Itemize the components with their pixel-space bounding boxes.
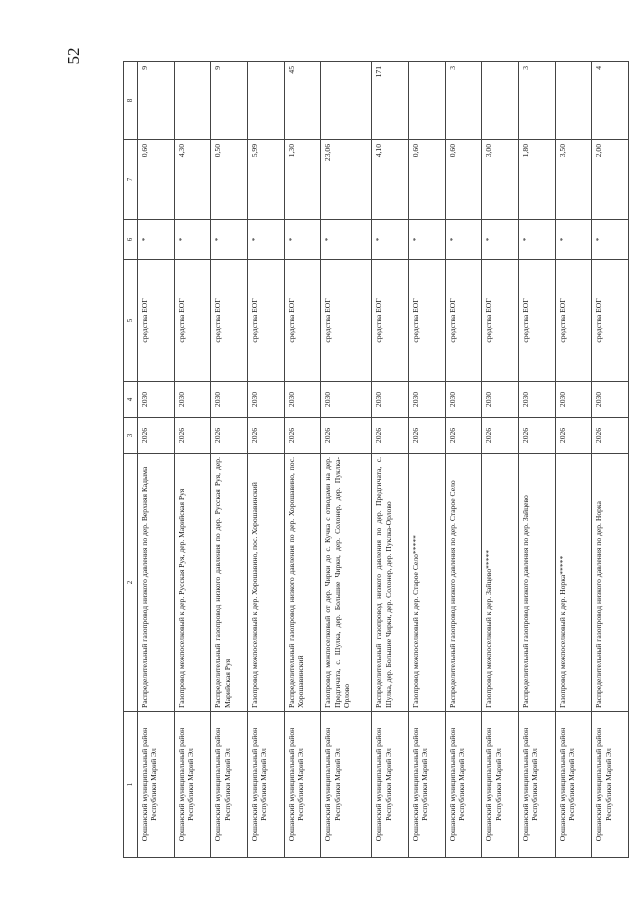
marker-cell: * [211, 220, 248, 260]
households-cell: 9 [138, 62, 175, 140]
end-year-cell: 2030 [445, 382, 482, 418]
region-cell: Оршанский муниципальный район Республики Марий Эл [592, 712, 629, 858]
funding-source-cell: средства ЕОГ [211, 260, 248, 382]
funding-source-cell: средства ЕОГ [482, 260, 519, 382]
header-row [124, 62, 138, 858]
households-cell: 171 [372, 62, 409, 140]
start-year-cell: 2026 [409, 418, 446, 454]
object-cell: Распределительный газопровод низкого давления по дер. Зайцево [518, 454, 555, 712]
region-cell: Оршанский муниципальный район Республики Марий Эл [138, 712, 175, 858]
end-year-cell: 2030 [482, 382, 519, 418]
column-header: 8 [124, 62, 138, 140]
region-cell: Оршанский муниципальный район Республики Марий Эл [321, 712, 372, 858]
end-year-cell: 2030 [409, 382, 446, 418]
end-year-cell: 2030 [518, 382, 555, 418]
column-header: 2 [124, 454, 138, 712]
table-row [409, 62, 446, 858]
region-cell: Оршанский муниципальный район Республики Марий Эл [174, 712, 211, 858]
length-km-cell: 1,30 [284, 140, 321, 220]
region-cell: Оршанский муниципальный район Республики Марий Эл [482, 712, 519, 858]
end-year-cell: 2030 [555, 382, 592, 418]
object-cell: Распределительный газопровод низкого давления по дер. Русская Руя, дер. Марийская Руя [211, 454, 248, 712]
region-cell: Оршанский муниципальный район Республики Марий Эл [518, 712, 555, 858]
column-header: 4 [124, 382, 138, 418]
start-year-cell: 2026 [138, 418, 175, 454]
table-row [482, 62, 519, 858]
table-row [284, 62, 321, 858]
marker-cell: * [138, 220, 175, 260]
column-header: 6 [124, 220, 138, 260]
start-year-cell: 2026 [211, 418, 248, 454]
start-year-cell: 2026 [555, 418, 592, 454]
end-year-cell: 2030 [592, 382, 629, 418]
length-km-cell: 0,50 [211, 140, 248, 220]
start-year-cell: 2026 [445, 418, 482, 454]
length-km-cell: 3,50 [555, 140, 592, 220]
region-cell: Оршанский муниципальный район Республики Марий Эл [284, 712, 321, 858]
marker-cell: * [482, 220, 519, 260]
length-km-cell: 23,06 [321, 140, 372, 220]
households-cell: 3 [518, 62, 555, 140]
object-cell: Распределительный газопровод низкого давления по дер. Старое Село [445, 454, 482, 712]
table-container [123, 62, 629, 858]
table-row [174, 62, 211, 858]
end-year-cell: 2030 [284, 382, 321, 418]
marker-cell: * [372, 220, 409, 260]
funding-source-cell: средства ЕОГ [284, 260, 321, 382]
funding-source-cell: средства ЕОГ [518, 260, 555, 382]
gas-pipeline-table [123, 61, 629, 858]
object-cell: Распределительный газопровод низкого давления по дер. Хорошавино, пос. Хорошавинский [284, 454, 321, 712]
funding-source-cell: средства ЕОГ [409, 260, 446, 382]
households-cell: 9 [211, 62, 248, 140]
table-row [592, 62, 629, 858]
length-km-cell: 0,60 [409, 140, 446, 220]
start-year-cell: 2026 [482, 418, 519, 454]
start-year-cell: 2026 [247, 418, 284, 454]
length-km-cell: 1,80 [518, 140, 555, 220]
marker-cell: * [518, 220, 555, 260]
marker-cell: * [321, 220, 372, 260]
households-cell [174, 62, 211, 140]
region-cell: Оршанский муниципальный район Республики Марий Эл [409, 712, 446, 858]
column-header: 1 [124, 712, 138, 858]
households-cell [555, 62, 592, 140]
households-cell: 45 [284, 62, 321, 140]
object-cell: Газопровод межпоселковый к дер. Русская Руя, дер. Марийская Руя [174, 454, 211, 712]
object-cell: Распределительный газопровод низкого давления по дер. Норка [592, 454, 629, 712]
funding-source-cell: средства ЕОГ [321, 260, 372, 382]
funding-source-cell: средства ЕОГ [445, 260, 482, 382]
length-km-cell: 3,00 [482, 140, 519, 220]
marker-cell: * [284, 220, 321, 260]
end-year-cell: 2030 [247, 382, 284, 418]
column-header: 3 [124, 418, 138, 454]
marker-cell: * [555, 220, 592, 260]
table-row [445, 62, 482, 858]
households-cell: 3 [445, 62, 482, 140]
start-year-cell: 2026 [321, 418, 372, 454]
households-cell [247, 62, 284, 140]
start-year-cell: 2026 [174, 418, 211, 454]
funding-source-cell: средства ЕОГ [372, 260, 409, 382]
funding-source-cell: средства ЕОГ [555, 260, 592, 382]
end-year-cell: 2030 [174, 382, 211, 418]
end-year-cell: 2030 [372, 382, 409, 418]
marker-cell: * [592, 220, 629, 260]
households-cell [482, 62, 519, 140]
object-cell: Газопровод межпоселковый от дер. Чирки до с. Кучка с отводами на дер. Предгичата, с. Шулка, дер. Большие Чирки, дер. Солонер, дер. Пуклка-Орлово [321, 454, 372, 712]
length-km-cell: 5,99 [247, 140, 284, 220]
region-cell: Оршанский муниципальный район Республики Марий Эл [445, 712, 482, 858]
table-row [372, 62, 409, 858]
page-number: 52 [64, 47, 83, 65]
object-cell: Газопровод межпоселковый к дер. Норкa***** [555, 454, 592, 712]
marker-cell: * [445, 220, 482, 260]
end-year-cell: 2030 [211, 382, 248, 418]
table-row [138, 62, 175, 858]
length-km-cell: 4,10 [372, 140, 409, 220]
households-cell: 4 [592, 62, 629, 140]
length-km-cell: 2,00 [592, 140, 629, 220]
table-row [555, 62, 592, 858]
funding-source-cell: средства ЕОГ [174, 260, 211, 382]
length-km-cell: 0,60 [445, 140, 482, 220]
start-year-cell: 2026 [592, 418, 629, 454]
end-year-cell: 2030 [321, 382, 372, 418]
funding-source-cell: средства ЕОГ [138, 260, 175, 382]
region-cell: Оршанский муниципальный район Республики Марий Эл [211, 712, 248, 858]
object-cell: Газопровод межпоселковый к дер. Старое Село***** [409, 454, 446, 712]
table-row [247, 62, 284, 858]
households-cell [409, 62, 446, 140]
funding-source-cell: средства ЕОГ [247, 260, 284, 382]
region-cell: Оршанский муниципальный район Республики Марий Эл [247, 712, 284, 858]
marker-cell: * [247, 220, 284, 260]
start-year-cell: 2026 [372, 418, 409, 454]
marker-cell: * [174, 220, 211, 260]
households-cell [321, 62, 372, 140]
object-cell: Газопровод межпоселковый к дер. Зайцево***** [482, 454, 519, 712]
column-header: 5 [124, 260, 138, 382]
table-row [321, 62, 372, 858]
region-cell: Оршанский муниципальный район Республики Марий Эл [372, 712, 409, 858]
region-cell: Оршанский муниципальный район Республики Марий Эл [555, 712, 592, 858]
start-year-cell: 2026 [284, 418, 321, 454]
marker-cell: * [409, 220, 446, 260]
start-year-cell: 2026 [518, 418, 555, 454]
end-year-cell: 2030 [138, 382, 175, 418]
column-header: 7 [124, 140, 138, 220]
length-km-cell: 0,60 [138, 140, 175, 220]
object-cell: Распределительный газопровод низкого давления по дер. Верхняя Кадыма [138, 454, 175, 712]
table-row [518, 62, 555, 858]
object-cell: Распределительный газопровод низкого давления по дер. Предгичата, с. Шулка, дер. Большие Чирки, дер. Солонер, дер. Пуклка-Орлово [372, 454, 409, 712]
funding-source-cell: средства ЕОГ [592, 260, 629, 382]
object-cell: Газопровод межпоселковый к дер. Хорошавино, пос. Хорошавинский [247, 454, 284, 712]
table-row [211, 62, 248, 858]
length-km-cell: 4,30 [174, 140, 211, 220]
